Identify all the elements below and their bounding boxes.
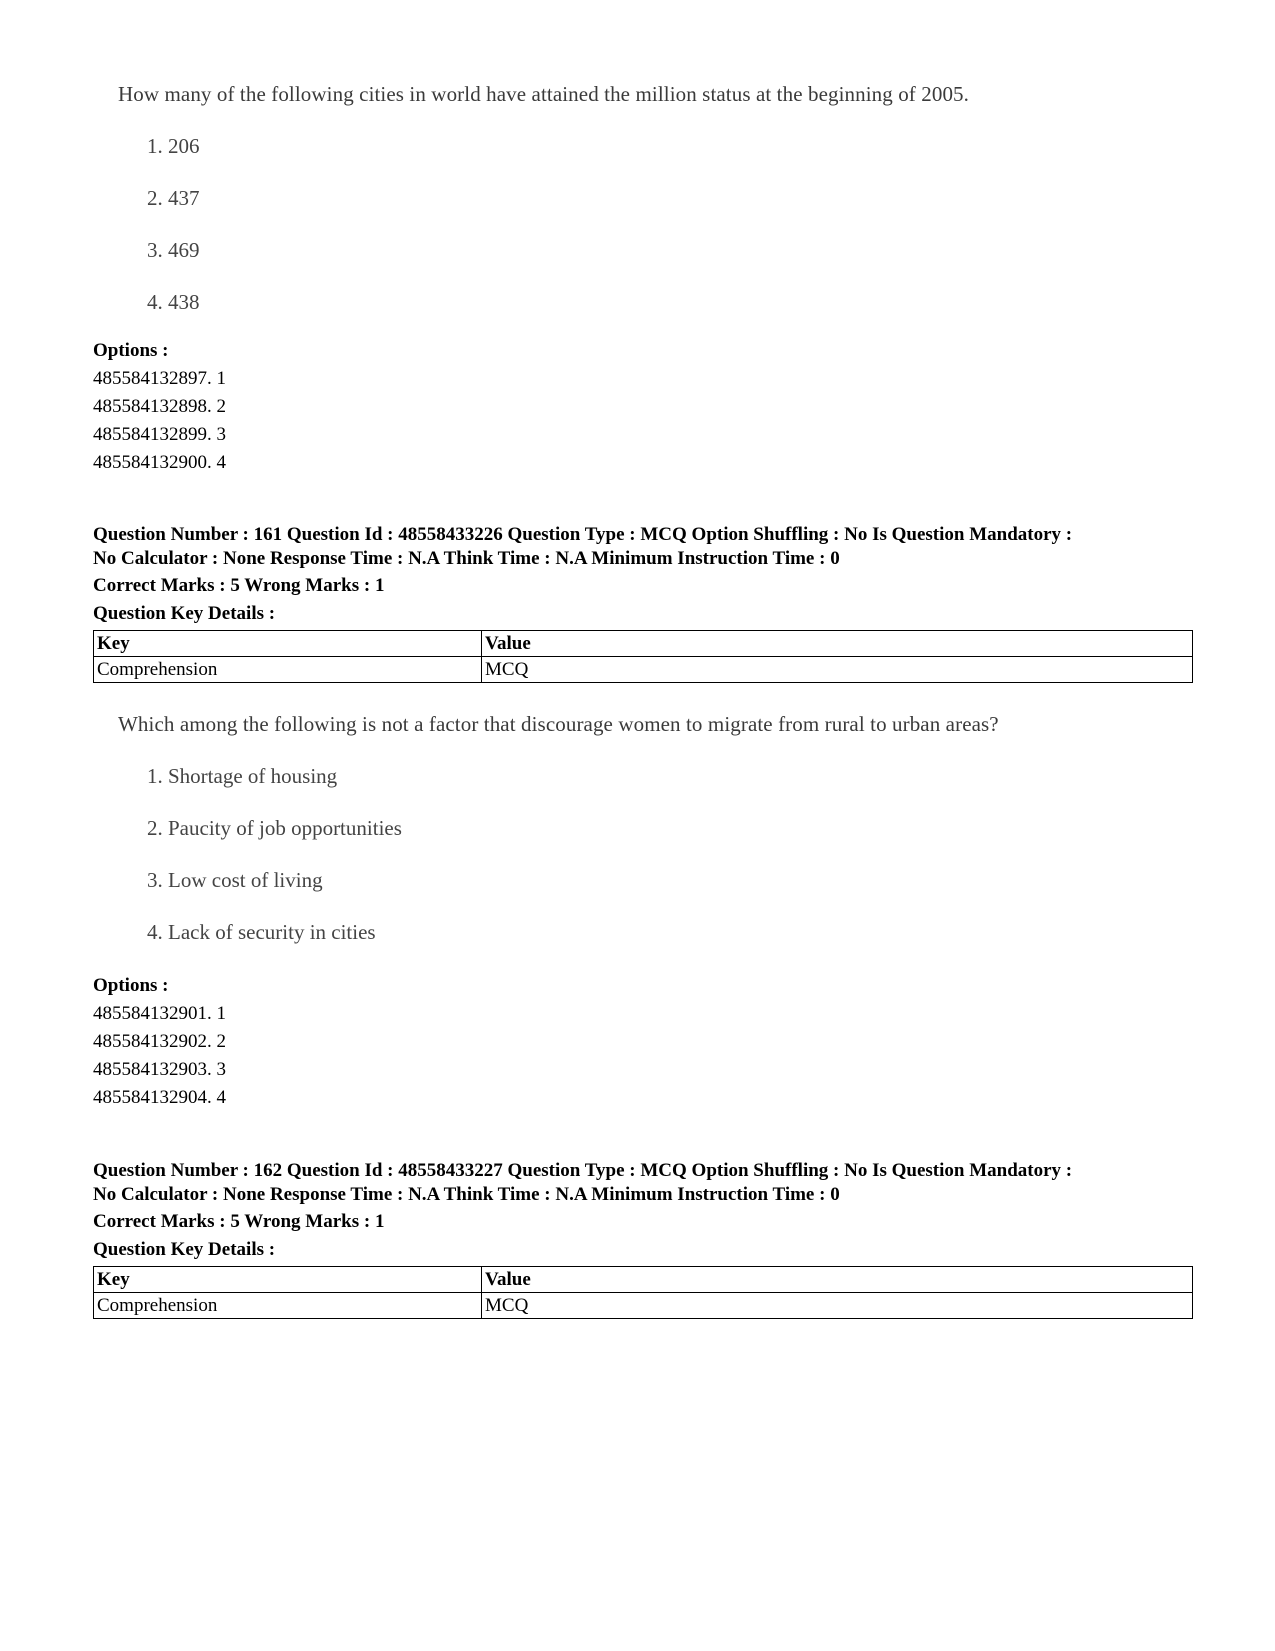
options-label: Options : [93, 975, 169, 996]
key-details-label: Question Key Details : [93, 1239, 276, 1260]
table-cell-key: Comprehension [94, 1293, 482, 1319]
options-label: Options : [93, 340, 169, 361]
table-header-row [94, 631, 1193, 657]
table-cell-value: MCQ [482, 657, 1193, 683]
table-header-value: Value [482, 631, 1193, 657]
option-id: 485584132898. 2 [93, 396, 226, 417]
option-id: 485584132897. 1 [93, 368, 226, 389]
question-meta-line: Question Number : 161 Question Id : 48558433226 Question Type : MCQ Option Shuffling : No Is Question Mandatory : [93, 524, 1073, 545]
key-details-label: Question Key Details : [93, 603, 276, 624]
option-id: 485584132901. 1 [93, 1003, 226, 1024]
question-text: How many of the following cities in world have attained the million status at the beginning of 2005. [118, 82, 970, 106]
answer-choice: 4. 438 [147, 290, 200, 314]
answer-choice: 2. Paucity of job opportunities [147, 816, 402, 840]
marks-line: Correct Marks : 5 Wrong Marks : 1 [93, 575, 385, 596]
question-meta [93, 1159, 1213, 1207]
option-id: 485584132904. 4 [93, 1087, 226, 1108]
key-details-table [93, 630, 1193, 683]
question-meta-line: Question Number : 162 Question Id : 48558433227 Question Type : MCQ Option Shuffling : No Is Question Mandatory : [93, 1160, 1073, 1181]
marks-line: Correct Marks : 5 Wrong Marks : 1 [93, 1211, 385, 1232]
option-id: 485584132903. 3 [93, 1059, 226, 1080]
table-header-key: Key [94, 1267, 482, 1293]
answer-choice: 1. Shortage of housing [147, 764, 338, 788]
question-text: Which among the following is not a factor that discourage women to migrate from rural to urban areas? [118, 712, 999, 736]
question-meta-line: No Calculator : None Response Time : N.A Think Time : N.A Minimum Instruction Time : 0 [93, 1184, 840, 1205]
answer-choice: 3. 469 [147, 238, 200, 262]
table-header-row [94, 1267, 1193, 1293]
table-cell-value: MCQ [482, 1293, 1193, 1319]
table-header-value: Value [482, 1267, 1193, 1293]
option-id: 485584132902. 2 [93, 1031, 226, 1052]
question-meta [93, 523, 1213, 571]
answer-choice: 4. Lack of security in cities [147, 920, 376, 944]
question-meta-line: No Calculator : None Response Time : N.A Think Time : N.A Minimum Instruction Time : 0 [93, 548, 840, 569]
table-header-key: Key [94, 631, 482, 657]
answer-choice: 1. 206 [147, 134, 200, 158]
answer-choice: 2. 437 [147, 186, 200, 210]
table-row [94, 657, 1193, 683]
key-details-table [93, 1266, 1193, 1319]
option-id: 485584132899. 3 [93, 424, 226, 445]
answer-choice: 3. Low cost of living [147, 868, 323, 892]
option-id: 485584132900. 4 [93, 452, 226, 473]
table-cell-key: Comprehension [94, 657, 482, 683]
table-row [94, 1293, 1193, 1319]
